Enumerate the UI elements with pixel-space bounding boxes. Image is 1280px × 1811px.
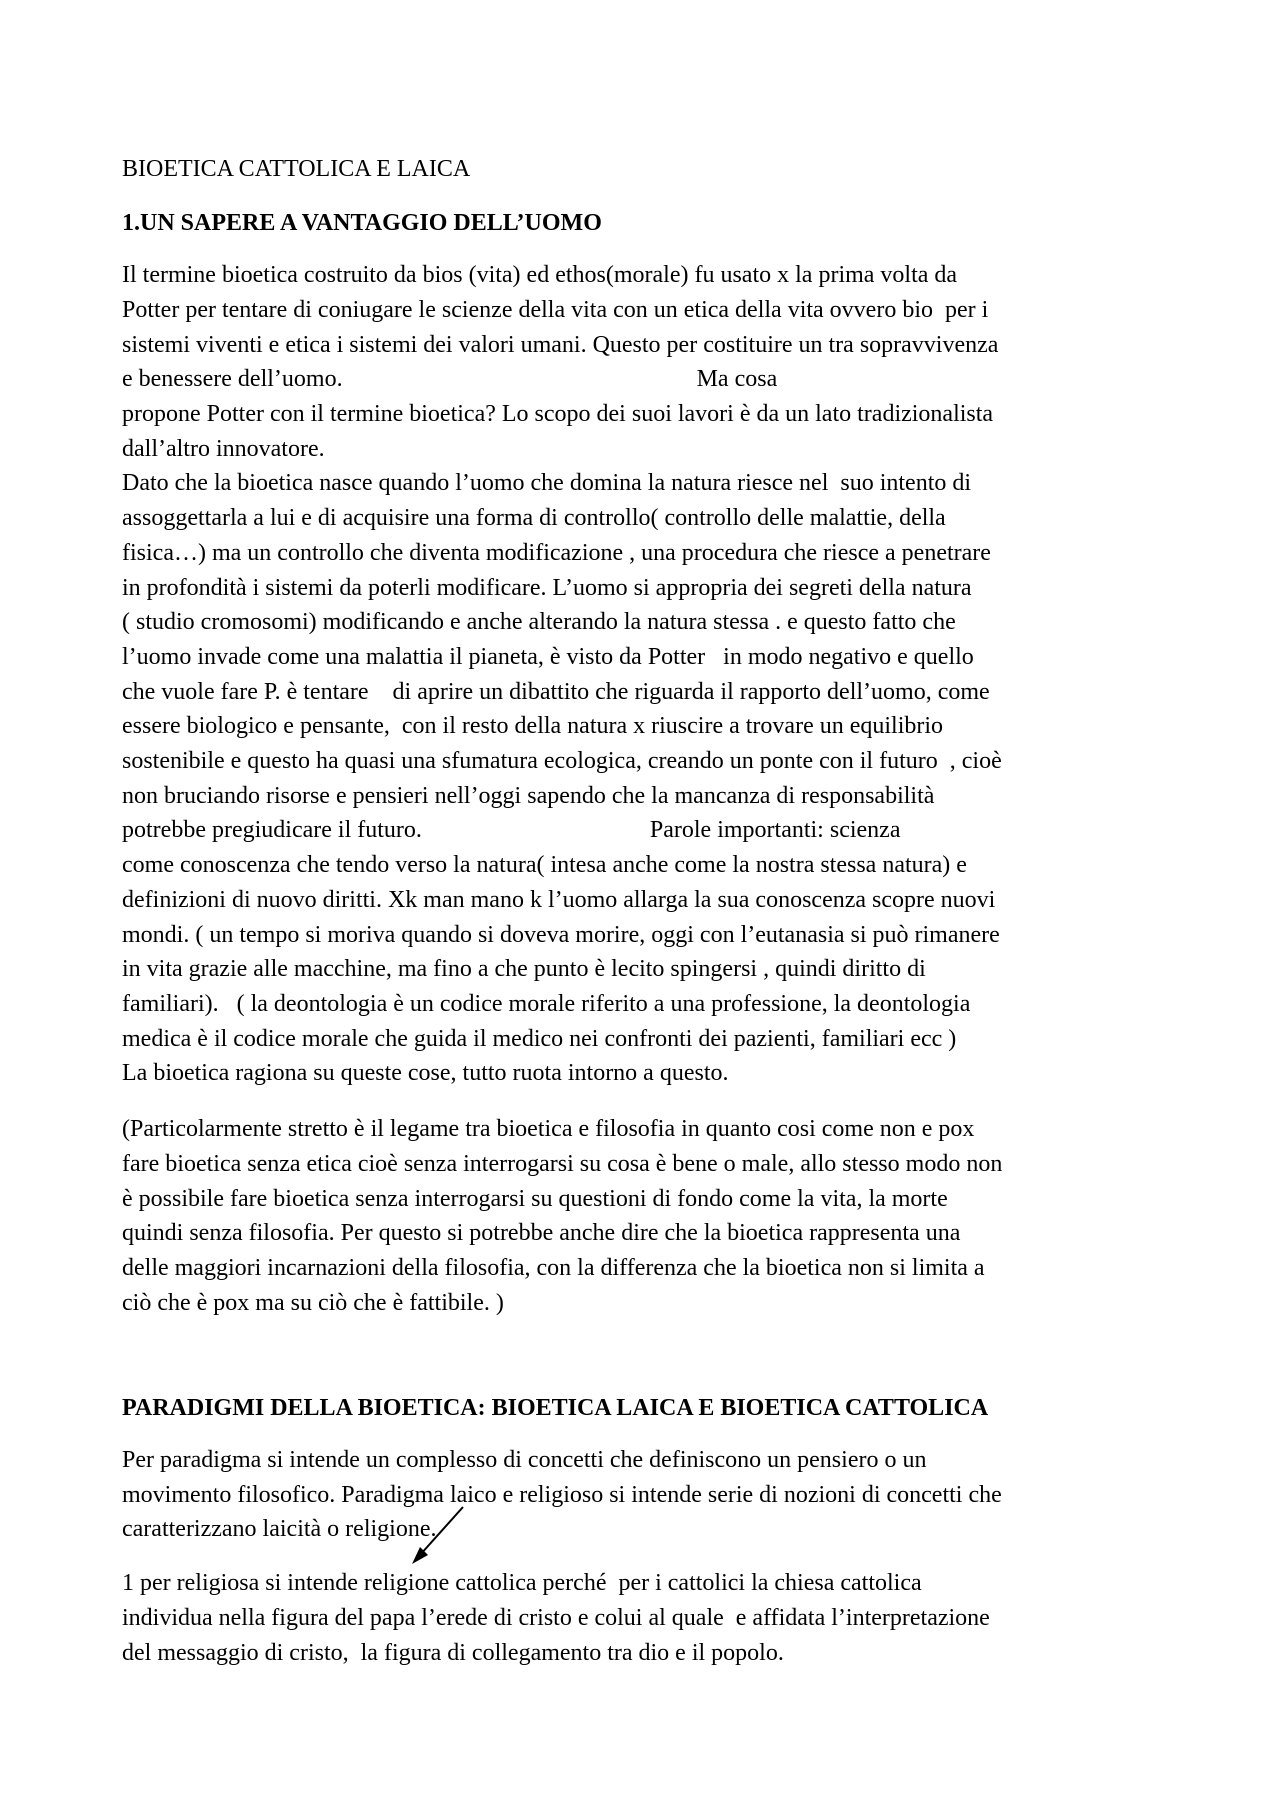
text-line: sistemi viventi e etica i sistemi dei valori umani. Questo per costituire un tra sopravvivenza	[122, 332, 999, 358]
text-line: individua nella figura del papa l’erede di cristo e colui al quale e affidata l’interpretazione	[122, 1605, 990, 1631]
text-line: Per paradigma si intende un complesso di concetti che definiscono un pensiero o un	[122, 1447, 927, 1473]
text-line: movimento filosofico. Paradigma laico e religioso si intende serie di nozioni di concetti che	[122, 1482, 1002, 1508]
text-line: e benessere dell’uomo. Ma cosa	[122, 366, 778, 392]
text-line: sostenibile e questo ha quasi una sfumatura ecologica, creando un ponte con il futuro , cioè	[122, 748, 1002, 774]
text-line: in profondità i sistemi da poterli modificare. L’uomo si appropria dei segreti della natura	[122, 575, 972, 601]
text-line: essere biologico e pensante, con il resto della natura x riuscire a trovare un equilibrio	[122, 713, 944, 739]
text-line: propone Potter con il termine bioetica? Lo scopo dei suoi lavori è da un lato tradizionalista	[122, 401, 994, 427]
text-line: Potter per tentare di coniugare le scienze della vita con un etica della vita ovvero bio per i	[122, 297, 989, 323]
text-line: non bruciando risorse e pensieri nell’oggi sapendo che la mancanza di responsabilità	[122, 783, 935, 809]
text-line: familiari). ( la deontologia è un codice morale riferito a una professione, la deontologia	[122, 991, 971, 1017]
text-line: l’uomo invade come una malattia il pianeta, è visto da Potter in modo negativo e quello	[122, 644, 974, 670]
text-line: fare bioetica senza etica cioè senza interrogarsi su cosa è bene o male, allo stesso modo non	[122, 1151, 1003, 1177]
text-line: Il termine bioetica costruito da bios (vita) ed ethos(morale) fu usato x la prima volta da	[122, 262, 958, 288]
text-line: è possibile fare bioetica senza interrogarsi su questioni di fondo come la vita, la morte	[122, 1186, 948, 1212]
text-line: potrebbe pregiudicare il futuro. Parole importanti: scienza	[122, 817, 901, 843]
text-line: caratterizzano laicità o religione.	[122, 1516, 437, 1542]
text-line: che vuole fare P. è tentare di aprire un dibattito che riguarda il rapporto dell’uomo, come	[122, 679, 990, 705]
text-line: medica è il codice morale che guida il medico nei confronti dei pazienti, familiari ecc )	[122, 1026, 957, 1052]
section-heading-1: 1.UN SAPERE A VANTAGGIO DELL’UOMO	[122, 210, 602, 236]
document-title: BIOETICA CATTOLICA E LAICA	[122, 156, 471, 182]
text-line: quindi senza filosofia. Per questo si potrebbe anche dire che la bioetica rappresenta una	[122, 1220, 961, 1246]
text-line: fisica…) ma un controllo che diventa modificazione , una procedura che riesce a penetrare	[122, 540, 991, 566]
text-line: La bioetica ragiona su queste cose, tutto ruota intorno a questo.	[122, 1060, 729, 1086]
text-line: mondi. ( un tempo si moriva quando si doveva morire, oggi con l’eutanasia si può rimanere	[122, 922, 1000, 948]
text-line: 1 per religiosa si intende religione cattolica perché per i cattolici la chiesa cattolica	[122, 1570, 922, 1596]
text-line: come conoscenza che tendo verso la natura( intesa anche come la nostra stessa natura) e	[122, 852, 967, 878]
text-line: assoggettarla a lui e di acquisire una forma di controllo( controllo delle malattie, della	[122, 505, 946, 531]
text-line: Dato che la bioetica nasce quando l’uomo che domina la natura riesce nel suo intento di	[122, 470, 972, 496]
section-heading-2: PARADIGMI DELLA BIOETICA: BIOETICA LAICA E BIOETICA CATTOLICA	[122, 1395, 989, 1421]
text-line: in vita grazie alle macchine, ma fino a che punto è lecito spingersi , quindi diritto di	[122, 956, 926, 982]
text-line: delle maggiori incarnazioni della filosofia, con la differenza che la bioetica non si limita a	[122, 1255, 985, 1281]
text-line: ( studio cromosomi) modificando e anche alterando la natura stessa . e questo fatto che	[122, 609, 956, 635]
text-line: dall’altro innovatore.	[122, 436, 325, 462]
text-line: del messaggio di cristo, la figura di collegamento tra dio e il popolo.	[122, 1640, 784, 1666]
text-line: ciò che è pox ma su ciò che è fattibile. )	[122, 1290, 504, 1316]
text-line: definizioni di nuovo diritti. Xk man mano k l’uomo allarga la sua conoscenza scopre nuovi	[122, 887, 996, 913]
text-line: (Particolarmente stretto è il legame tra bioetica e filosofia in quanto cosi come non e pox	[122, 1116, 975, 1142]
